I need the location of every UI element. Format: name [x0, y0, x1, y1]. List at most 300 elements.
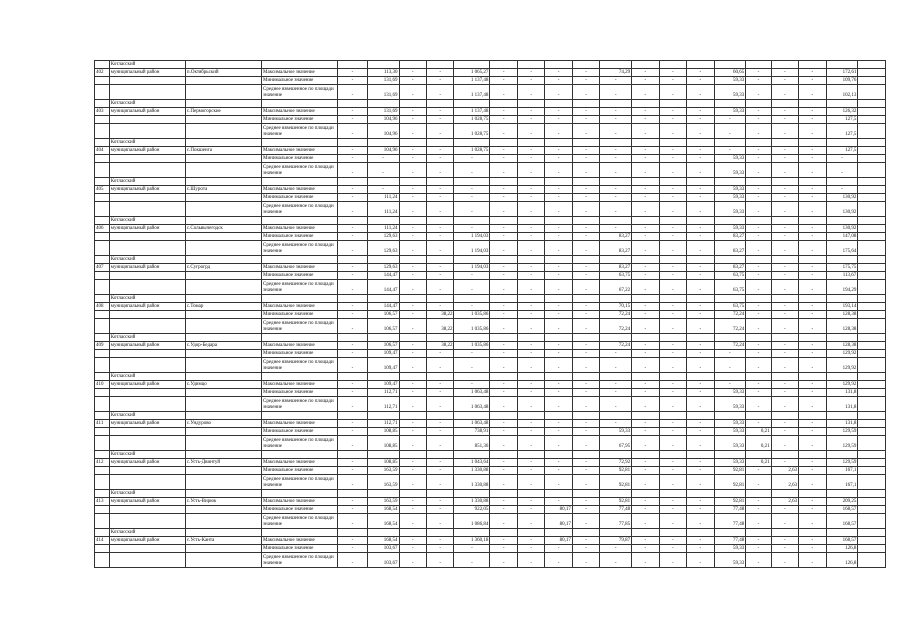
- value-cell: [454, 217, 490, 225]
- value-cell: [454, 139, 490, 147]
- value-type-cell: Среднее взвешенное по площади значение: [262, 475, 338, 490]
- value-cell: -: [771, 77, 798, 85]
- value-cell: -: [687, 303, 714, 311]
- row-number: 412: [95, 459, 110, 467]
- value-cell: -: [545, 358, 572, 373]
- value-cell: -: [632, 397, 659, 412]
- settlement-cell: [185, 256, 261, 264]
- settlement-cell: [185, 194, 261, 202]
- value-cell: [799, 139, 826, 147]
- value-cell: -: [454, 350, 490, 358]
- value-cell: [632, 451, 659, 459]
- value-cell: [338, 451, 368, 459]
- value-cell: [771, 139, 798, 147]
- value-cell: [517, 334, 544, 342]
- value-cell: -: [338, 108, 368, 116]
- value-cell: [858, 358, 886, 373]
- value-cell: [572, 529, 599, 537]
- district-cell: Котласский: [109, 217, 185, 225]
- value-cell: [687, 139, 714, 147]
- table-row: [95, 264, 886, 272]
- settlement-cell: [185, 506, 261, 514]
- value-cell: [799, 178, 826, 186]
- value-cell: [687, 412, 714, 420]
- value-cell: [826, 451, 858, 459]
- district-cell: [109, 358, 185, 373]
- value-cell: -: [517, 553, 544, 568]
- value-cell: -: [771, 116, 798, 124]
- value-cell: [858, 506, 886, 514]
- value-cell: -: [517, 85, 544, 100]
- value-cell: [454, 334, 490, 342]
- value-cell: -: [338, 77, 368, 85]
- value-cell: [572, 217, 599, 225]
- value-cell: 1 330,88: [454, 498, 490, 506]
- district-cell: Котласский: [109, 334, 185, 342]
- value-cell: -: [771, 436, 798, 451]
- value-cell: [490, 451, 517, 459]
- value-cell: -: [454, 303, 490, 311]
- value-cell: -: [426, 280, 453, 295]
- row-number: [95, 467, 110, 475]
- value-cell: [746, 373, 771, 381]
- row-number: [95, 233, 110, 241]
- value-type-cell: Среднее взвешенное по площади значение: [262, 436, 338, 451]
- value-cell: -: [517, 69, 544, 77]
- value-cell: -: [545, 124, 572, 139]
- district-cell: [109, 467, 185, 475]
- value-cell: -: [454, 194, 490, 202]
- value-cell: -: [799, 233, 826, 241]
- value-cell: [858, 147, 886, 155]
- value-cell: [858, 529, 886, 537]
- value-cell: -: [746, 475, 771, 490]
- value-cell: [600, 139, 632, 147]
- value-cell: -: [399, 202, 426, 217]
- row-number: [95, 358, 110, 373]
- value-cell: -: [545, 108, 572, 116]
- value-cell: 83,27: [714, 233, 746, 241]
- district-cell: [109, 272, 185, 280]
- settlement-cell: с.Ундурово: [185, 420, 261, 428]
- table-row: [95, 350, 886, 358]
- value-cell: -: [572, 303, 599, 311]
- value-cell: [517, 412, 544, 420]
- value-cell: -: [426, 124, 453, 139]
- value-cell: -: [771, 264, 798, 272]
- value-cell: 130,92: [826, 202, 858, 217]
- value-cell: -: [632, 85, 659, 100]
- value-cell: [545, 334, 572, 342]
- value-cell: -: [399, 350, 426, 358]
- value-cell: -: [632, 233, 659, 241]
- value-cell: [517, 451, 544, 459]
- value-cell: -: [545, 225, 572, 233]
- value-cell: [858, 381, 886, 389]
- settlement-cell: [185, 116, 261, 124]
- value-cell: -: [799, 381, 826, 389]
- value-cell: -: [687, 225, 714, 233]
- value-cell: -: [600, 397, 632, 412]
- district-cell: [109, 202, 185, 217]
- value-cell: -: [490, 225, 517, 233]
- value-cell: -: [600, 163, 632, 178]
- district-cell: [109, 155, 185, 163]
- value-cell: -: [572, 147, 599, 155]
- value-cell: -: [659, 272, 686, 280]
- value-cell: -: [517, 202, 544, 217]
- value-cell: [572, 178, 599, 186]
- value-cell: -: [771, 147, 798, 155]
- value-cell: [746, 217, 771, 225]
- value-cell: -: [572, 545, 599, 553]
- value-cell: -: [771, 280, 798, 295]
- value-cell: -: [426, 420, 453, 428]
- value-cell: -: [338, 475, 368, 490]
- value-cell: 0,21: [746, 428, 771, 436]
- value-cell: -: [517, 498, 544, 506]
- value-cell: [826, 256, 858, 264]
- value-cell: -: [517, 514, 544, 529]
- value-cell: -: [799, 319, 826, 334]
- value-cell: [399, 295, 426, 303]
- value-cell: -: [687, 428, 714, 436]
- value-cell: [687, 373, 714, 381]
- value-cell: [632, 295, 659, 303]
- value-cell: -: [799, 241, 826, 256]
- table-row: [95, 155, 886, 163]
- value-cell: [338, 490, 368, 498]
- table-row: [95, 225, 886, 233]
- value-cell: -: [490, 272, 517, 280]
- settlement-cell: [185, 124, 261, 139]
- value-cell: -: [799, 498, 826, 506]
- value-type-cell: Максимальное значение: [262, 186, 338, 194]
- value-cell: 127,5: [826, 116, 858, 124]
- value-cell: -: [426, 194, 453, 202]
- row-number: [95, 397, 110, 412]
- value-cell: 74,29: [600, 69, 632, 77]
- value-cell: -: [399, 436, 426, 451]
- value-cell: 83,27: [600, 264, 632, 272]
- value-cell: -: [399, 155, 426, 163]
- value-cell: -: [632, 194, 659, 202]
- value-cell: 1 043,64: [454, 459, 490, 467]
- value-cell: 1 360,18: [454, 537, 490, 545]
- value-cell: -: [659, 389, 686, 397]
- value-cell: 111,24: [367, 202, 399, 217]
- value-cell: [771, 61, 798, 69]
- value-cell: -: [632, 498, 659, 506]
- value-cell: 59,33: [714, 397, 746, 412]
- value-cell: -: [572, 381, 599, 389]
- value-cell: -: [659, 545, 686, 553]
- value-cell: [367, 61, 399, 69]
- table-row: [95, 311, 886, 319]
- value-cell: -: [746, 381, 771, 389]
- value-cell: 59,33: [714, 77, 746, 85]
- value-cell: [632, 178, 659, 186]
- value-cell: -: [746, 358, 771, 373]
- value-cell: -: [746, 264, 771, 272]
- value-cell: -: [399, 319, 426, 334]
- value-cell: 1 028,75: [454, 147, 490, 155]
- row-number: [95, 545, 110, 553]
- value-cell: -: [426, 537, 453, 545]
- value-cell: [632, 100, 659, 108]
- value-cell: -: [799, 342, 826, 350]
- row-number: [95, 490, 110, 498]
- value-cell: [367, 373, 399, 381]
- value-cell: [632, 529, 659, 537]
- value-cell: [600, 529, 632, 537]
- value-cell: 59,33: [714, 428, 746, 436]
- value-cell: -: [490, 319, 517, 334]
- value-cell: -: [714, 124, 746, 139]
- value-cell: -: [746, 202, 771, 217]
- value-cell: -: [632, 381, 659, 389]
- value-cell: [826, 373, 858, 381]
- settlement-cell: [185, 412, 261, 420]
- value-cell: [426, 412, 453, 420]
- table-row: [95, 147, 886, 155]
- row-number: [95, 217, 110, 225]
- value-cell: -: [600, 155, 632, 163]
- value-cell: [714, 178, 746, 186]
- value-cell: -: [490, 108, 517, 116]
- value-cell: [600, 295, 632, 303]
- value-cell: [545, 373, 572, 381]
- value-cell: [490, 529, 517, 537]
- value-cell: [632, 256, 659, 264]
- value-cell: -: [517, 77, 544, 85]
- value-cell: 129,63: [367, 233, 399, 241]
- value-cell: -: [687, 475, 714, 490]
- value-cell: -: [572, 241, 599, 256]
- value-cell: -: [659, 124, 686, 139]
- value-cell: -: [600, 389, 632, 397]
- value-cell: 92,81: [714, 498, 746, 506]
- value-cell: -: [545, 342, 572, 350]
- value-cell: -: [426, 85, 453, 100]
- value-cell: -: [517, 303, 544, 311]
- value-cell: 77,48: [714, 537, 746, 545]
- value-cell: -: [399, 272, 426, 280]
- value-cell: [338, 217, 368, 225]
- value-cell: [454, 295, 490, 303]
- district-cell: [109, 233, 185, 241]
- value-cell: -: [426, 186, 453, 194]
- value-cell: [858, 186, 886, 194]
- row-number: [95, 428, 110, 436]
- value-cell: -: [687, 186, 714, 194]
- value-cell: -: [659, 303, 686, 311]
- settlement-cell: [185, 334, 261, 342]
- value-cell: -: [545, 155, 572, 163]
- value-cell: -: [367, 163, 399, 178]
- value-cell: -: [771, 163, 798, 178]
- value-cell: [659, 295, 686, 303]
- value-cell: -: [517, 264, 544, 272]
- value-cell: -: [399, 69, 426, 77]
- value-cell: -: [338, 319, 368, 334]
- value-cell: 111,24: [367, 225, 399, 233]
- value-cell: [858, 295, 886, 303]
- value-cell: -: [600, 545, 632, 553]
- value-cell: [858, 389, 886, 397]
- value-cell: -: [517, 436, 544, 451]
- value-cell: [545, 412, 572, 420]
- value-cell: -: [632, 459, 659, 467]
- value-cell: -: [771, 342, 798, 350]
- district-cell: [109, 545, 185, 553]
- table-row: [95, 436, 886, 451]
- district-cell: муниципальный район: [109, 225, 185, 233]
- value-cell: [545, 295, 572, 303]
- row-number: [95, 256, 110, 264]
- value-cell: -: [687, 553, 714, 568]
- value-cell: [687, 256, 714, 264]
- settlement-cell: [185, 373, 261, 381]
- value-cell: [490, 334, 517, 342]
- value-cell: -: [771, 194, 798, 202]
- value-cell: 83,27: [714, 241, 746, 256]
- value-cell: 59,33: [714, 194, 746, 202]
- value-cell: -: [659, 116, 686, 124]
- value-cell: 38,22: [426, 342, 453, 350]
- value-cell: -: [771, 225, 798, 233]
- value-cell: -: [490, 537, 517, 545]
- value-cell: -: [659, 537, 686, 545]
- value-cell: [826, 178, 858, 186]
- value-cell: -: [659, 459, 686, 467]
- value-cell: -: [454, 272, 490, 280]
- row-number: [95, 241, 110, 256]
- value-cell: -: [687, 397, 714, 412]
- row-number: 414: [95, 537, 110, 545]
- value-type-cell: [262, 61, 338, 69]
- value-cell: [572, 490, 599, 498]
- table-row: [95, 202, 886, 217]
- value-cell: [746, 490, 771, 498]
- value-cell: [545, 490, 572, 498]
- district-cell: [109, 553, 185, 568]
- value-cell: -: [799, 459, 826, 467]
- value-cell: -: [545, 241, 572, 256]
- value-cell: -: [454, 225, 490, 233]
- value-cell: 129,92: [826, 381, 858, 389]
- settlement-cell: [185, 467, 261, 475]
- value-cell: -: [545, 420, 572, 428]
- value-cell: -: [426, 436, 453, 451]
- row-number: [95, 155, 110, 163]
- value-cell: -: [659, 319, 686, 334]
- value-cell: 72,24: [714, 319, 746, 334]
- value-cell: -: [545, 194, 572, 202]
- value-cell: -: [746, 319, 771, 334]
- value-cell: [517, 373, 544, 381]
- value-cell: -: [399, 381, 426, 389]
- district-cell: Котласский: [109, 451, 185, 459]
- value-cell: [600, 61, 632, 69]
- value-cell: [490, 373, 517, 381]
- value-cell: -: [687, 116, 714, 124]
- value-type-cell: Среднее взвешенное по площади значение: [262, 85, 338, 100]
- settlement-cell: [185, 397, 261, 412]
- value-cell: [858, 85, 886, 100]
- value-cell: -: [659, 436, 686, 451]
- value-cell: [367, 178, 399, 186]
- value-cell: [426, 451, 453, 459]
- row-number: 402: [95, 69, 110, 77]
- value-cell: -: [746, 311, 771, 319]
- settlement-cell: [185, 241, 261, 256]
- value-cell: 59,33: [714, 155, 746, 163]
- value-cell: 167,1: [826, 467, 858, 475]
- value-cell: 127,5: [826, 147, 858, 155]
- value-type-cell: [262, 451, 338, 459]
- value-cell: [517, 217, 544, 225]
- value-cell: -: [454, 155, 490, 163]
- value-cell: -: [490, 163, 517, 178]
- table-row: [95, 116, 886, 124]
- value-cell: [367, 295, 399, 303]
- value-cell: -: [746, 116, 771, 124]
- district-cell: муниципальный район: [109, 108, 185, 116]
- row-number: 408: [95, 303, 110, 311]
- value-cell: 2,63: [771, 467, 798, 475]
- value-cell: [687, 100, 714, 108]
- value-cell: [632, 139, 659, 147]
- value-cell: 128,38: [826, 311, 858, 319]
- value-cell: -: [572, 475, 599, 490]
- value-cell: -: [338, 350, 368, 358]
- value-cell: 63,75: [600, 272, 632, 280]
- value-cell: -: [517, 389, 544, 397]
- value-cell: -: [659, 420, 686, 428]
- value-cell: -: [632, 506, 659, 514]
- district-cell: [109, 475, 185, 490]
- value-cell: 175,64: [826, 241, 858, 256]
- value-cell: -: [687, 311, 714, 319]
- value-cell: [338, 100, 368, 108]
- value-cell: [858, 311, 886, 319]
- row-number: [95, 139, 110, 147]
- value-cell: -: [746, 77, 771, 85]
- value-cell: -: [659, 475, 686, 490]
- value-cell: [490, 412, 517, 420]
- value-cell: 59,33: [714, 420, 746, 428]
- value-cell: 104,96: [367, 116, 399, 124]
- value-cell: [858, 553, 886, 568]
- value-cell: -: [826, 186, 858, 194]
- value-cell: -: [687, 264, 714, 272]
- row-number: [95, 280, 110, 295]
- value-cell: [600, 100, 632, 108]
- table-row: [95, 85, 886, 100]
- value-cell: -: [490, 311, 517, 319]
- value-cell: [367, 100, 399, 108]
- settlement-cell: п.Октябрьский: [185, 69, 261, 77]
- value-cell: -: [746, 389, 771, 397]
- value-type-cell: Среднее взвешенное по площади значение: [262, 280, 338, 295]
- value-cell: -: [338, 420, 368, 428]
- value-cell: [632, 61, 659, 69]
- value-cell: -: [572, 116, 599, 124]
- value-cell: -: [632, 69, 659, 77]
- settlement-cell: [185, 428, 261, 436]
- value-cell: -: [799, 389, 826, 397]
